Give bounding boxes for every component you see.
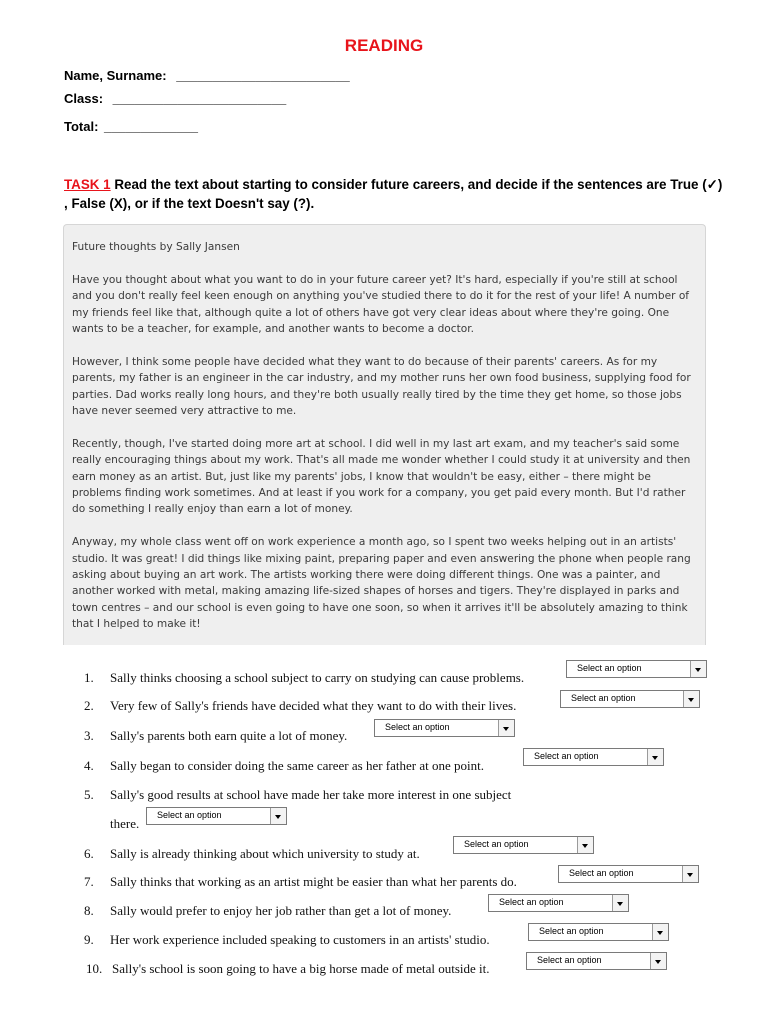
question-2 bbox=[84, 698, 516, 714]
passage-heading: Future thoughts by Sally Jansen bbox=[72, 241, 240, 253]
total-blank: _____________ bbox=[104, 119, 199, 134]
name-blank: ________________________ bbox=[176, 68, 350, 83]
chevron-down-icon[interactable] bbox=[498, 720, 514, 736]
answer-select-3[interactable] bbox=[374, 719, 515, 737]
question-text: Sally is already thinking about which university to study at. bbox=[110, 846, 420, 861]
answer-select-2[interactable] bbox=[560, 690, 700, 708]
question-text: Her work experience included speaking to customers in an artists' studio. bbox=[110, 932, 490, 947]
reading-passage bbox=[63, 224, 706, 645]
question-number: 9. bbox=[84, 932, 94, 947]
select-placeholder: Select an option bbox=[385, 722, 450, 732]
question-6 bbox=[84, 846, 420, 862]
name-label: Name, Surname: bbox=[64, 68, 167, 83]
name-field bbox=[64, 68, 350, 83]
select-placeholder: Select an option bbox=[499, 897, 564, 907]
question-number: 1. bbox=[84, 670, 94, 685]
task-instruction bbox=[64, 175, 724, 213]
total-label: Total: bbox=[64, 119, 99, 134]
question-1 bbox=[84, 670, 524, 686]
question-number: 5. bbox=[84, 787, 94, 802]
task-label: TASK 1 bbox=[64, 177, 111, 192]
question-text: Very few of Sally's friends have decided what they want to do with their lives. bbox=[110, 698, 517, 713]
task-text: Read the text about starting to consider future careers, and decide if the sentences are True (✓) , False (X), or if the text Doesn't say (?). bbox=[64, 177, 723, 211]
question-7 bbox=[84, 874, 517, 890]
class-blank: ________________________ bbox=[112, 91, 287, 106]
passage-paragraph: However, I think some people have decided what they want to do because of their parents' careers. As for my parents, my father is an engineer in the car industry, and my mother runs her own food business, supplying food for parties. Dad works really long hours, and they're both usually really tired by the time they get home, so those jobs have never seemed very attractive to me. bbox=[72, 355, 691, 418]
question-text: Sally's school is soon going to have a big horse made of metal outside it. bbox=[112, 961, 490, 976]
chevron-down-icon[interactable] bbox=[647, 749, 663, 765]
question-text: Sally thinks choosing a school subject to carry on studying can cause problems. bbox=[110, 670, 525, 685]
select-placeholder: Select an option bbox=[537, 955, 602, 965]
question-text: Sally would prefer to enjoy her job rather than get a lot of money. bbox=[110, 903, 452, 918]
select-placeholder: Select an option bbox=[464, 839, 529, 849]
chevron-down-icon[interactable] bbox=[690, 661, 706, 677]
class-label: Class: bbox=[64, 91, 104, 106]
answer-select-4[interactable] bbox=[523, 748, 664, 766]
question-number: 10. bbox=[86, 961, 103, 976]
answer-select-6[interactable] bbox=[453, 836, 594, 854]
chevron-down-icon[interactable] bbox=[683, 691, 699, 707]
question-number: 2. bbox=[84, 698, 94, 713]
class-field bbox=[64, 91, 286, 106]
chevron-down-icon[interactable] bbox=[652, 924, 668, 940]
answer-select-8[interactable] bbox=[488, 894, 629, 912]
chevron-down-icon[interactable] bbox=[270, 808, 286, 824]
answer-select-5[interactable] bbox=[146, 807, 287, 825]
select-placeholder: Select an option bbox=[577, 663, 642, 673]
question-5 bbox=[84, 787, 511, 803]
question-3 bbox=[84, 728, 347, 744]
passage-paragraph: Have you thought about what you want to do in your future career yet? It's hard, especially if you're still at school and you don't really feel keen enough on anything you've studied there to do it for the rest of your life! A number of my friends feel like that, although quite a lot of others have got very clear ideas about where they're going. One wants to be a teacher, for example, and another wants to become a doctor. bbox=[72, 273, 690, 336]
select-placeholder: Select an option bbox=[157, 810, 222, 820]
passage-paragraph: Anyway, my whole class went off on work experience a month ago, so I spent two weeks helping out in an artists' studio. It was great! I did things like mixing paint, preparing paper and even answering the phone when people rang asking about buying an art work. The artists working there were doing different things. One was a painter, and another worked with metal, making amazing life-sized shapes of horses and tigers. They're displayed in parks and town centres – and our school is even going to have one soon, so when it arrives it'll be absolutely amazing to think that I helped to make it! bbox=[72, 536, 691, 631]
question-5-continued: there. bbox=[110, 816, 140, 831]
question-number: 7. bbox=[84, 874, 94, 889]
answer-select-9[interactable] bbox=[528, 923, 669, 941]
question-number: 6. bbox=[84, 846, 94, 861]
answer-select-1[interactable] bbox=[566, 660, 707, 678]
question-10 bbox=[86, 961, 489, 977]
question-9 bbox=[84, 932, 490, 948]
question-text: Sally began to consider doing the same career as her father at one point. bbox=[110, 758, 484, 773]
select-placeholder: Select an option bbox=[534, 751, 599, 761]
question-8 bbox=[84, 903, 451, 919]
page-title: READING bbox=[344, 36, 424, 55]
question-text: Sally's parents both earn quite a lot of money. bbox=[110, 728, 348, 743]
chevron-down-icon[interactable] bbox=[650, 953, 666, 969]
question-text: Sally's good results at school have made her take more interest in one subject bbox=[110, 787, 512, 802]
question-4 bbox=[84, 758, 484, 774]
question-text: Sally thinks that working as an artist might be easier than what her parents do. bbox=[110, 874, 517, 889]
select-placeholder: Select an option bbox=[569, 868, 634, 878]
select-placeholder: Select an option bbox=[539, 926, 604, 936]
total-field bbox=[64, 119, 198, 134]
answer-select-7[interactable] bbox=[558, 865, 699, 883]
answer-select-10[interactable] bbox=[526, 952, 667, 970]
question-number: 4. bbox=[84, 758, 94, 773]
chevron-down-icon[interactable] bbox=[682, 866, 698, 882]
chevron-down-icon[interactable] bbox=[612, 895, 628, 911]
passage-paragraph: Recently, though, I've started doing more art at school. I did well in my last art exam, and my teacher's said some really encouraging things about my work. That's all made me wonder whether I could study it at university and then earn money as an artist. But, just like my parents' jobs, I know that wouldn't be easy, either – there might be problems finding work sometimes. And at least if you work for a company, you get paid every month. But I'd rather do something I really enjoy than earn a lot of money. bbox=[72, 437, 691, 516]
select-placeholder: Select an option bbox=[571, 693, 636, 703]
chevron-down-icon[interactable] bbox=[577, 837, 593, 853]
question-number: 8. bbox=[84, 903, 94, 918]
question-number: 3. bbox=[84, 728, 94, 743]
